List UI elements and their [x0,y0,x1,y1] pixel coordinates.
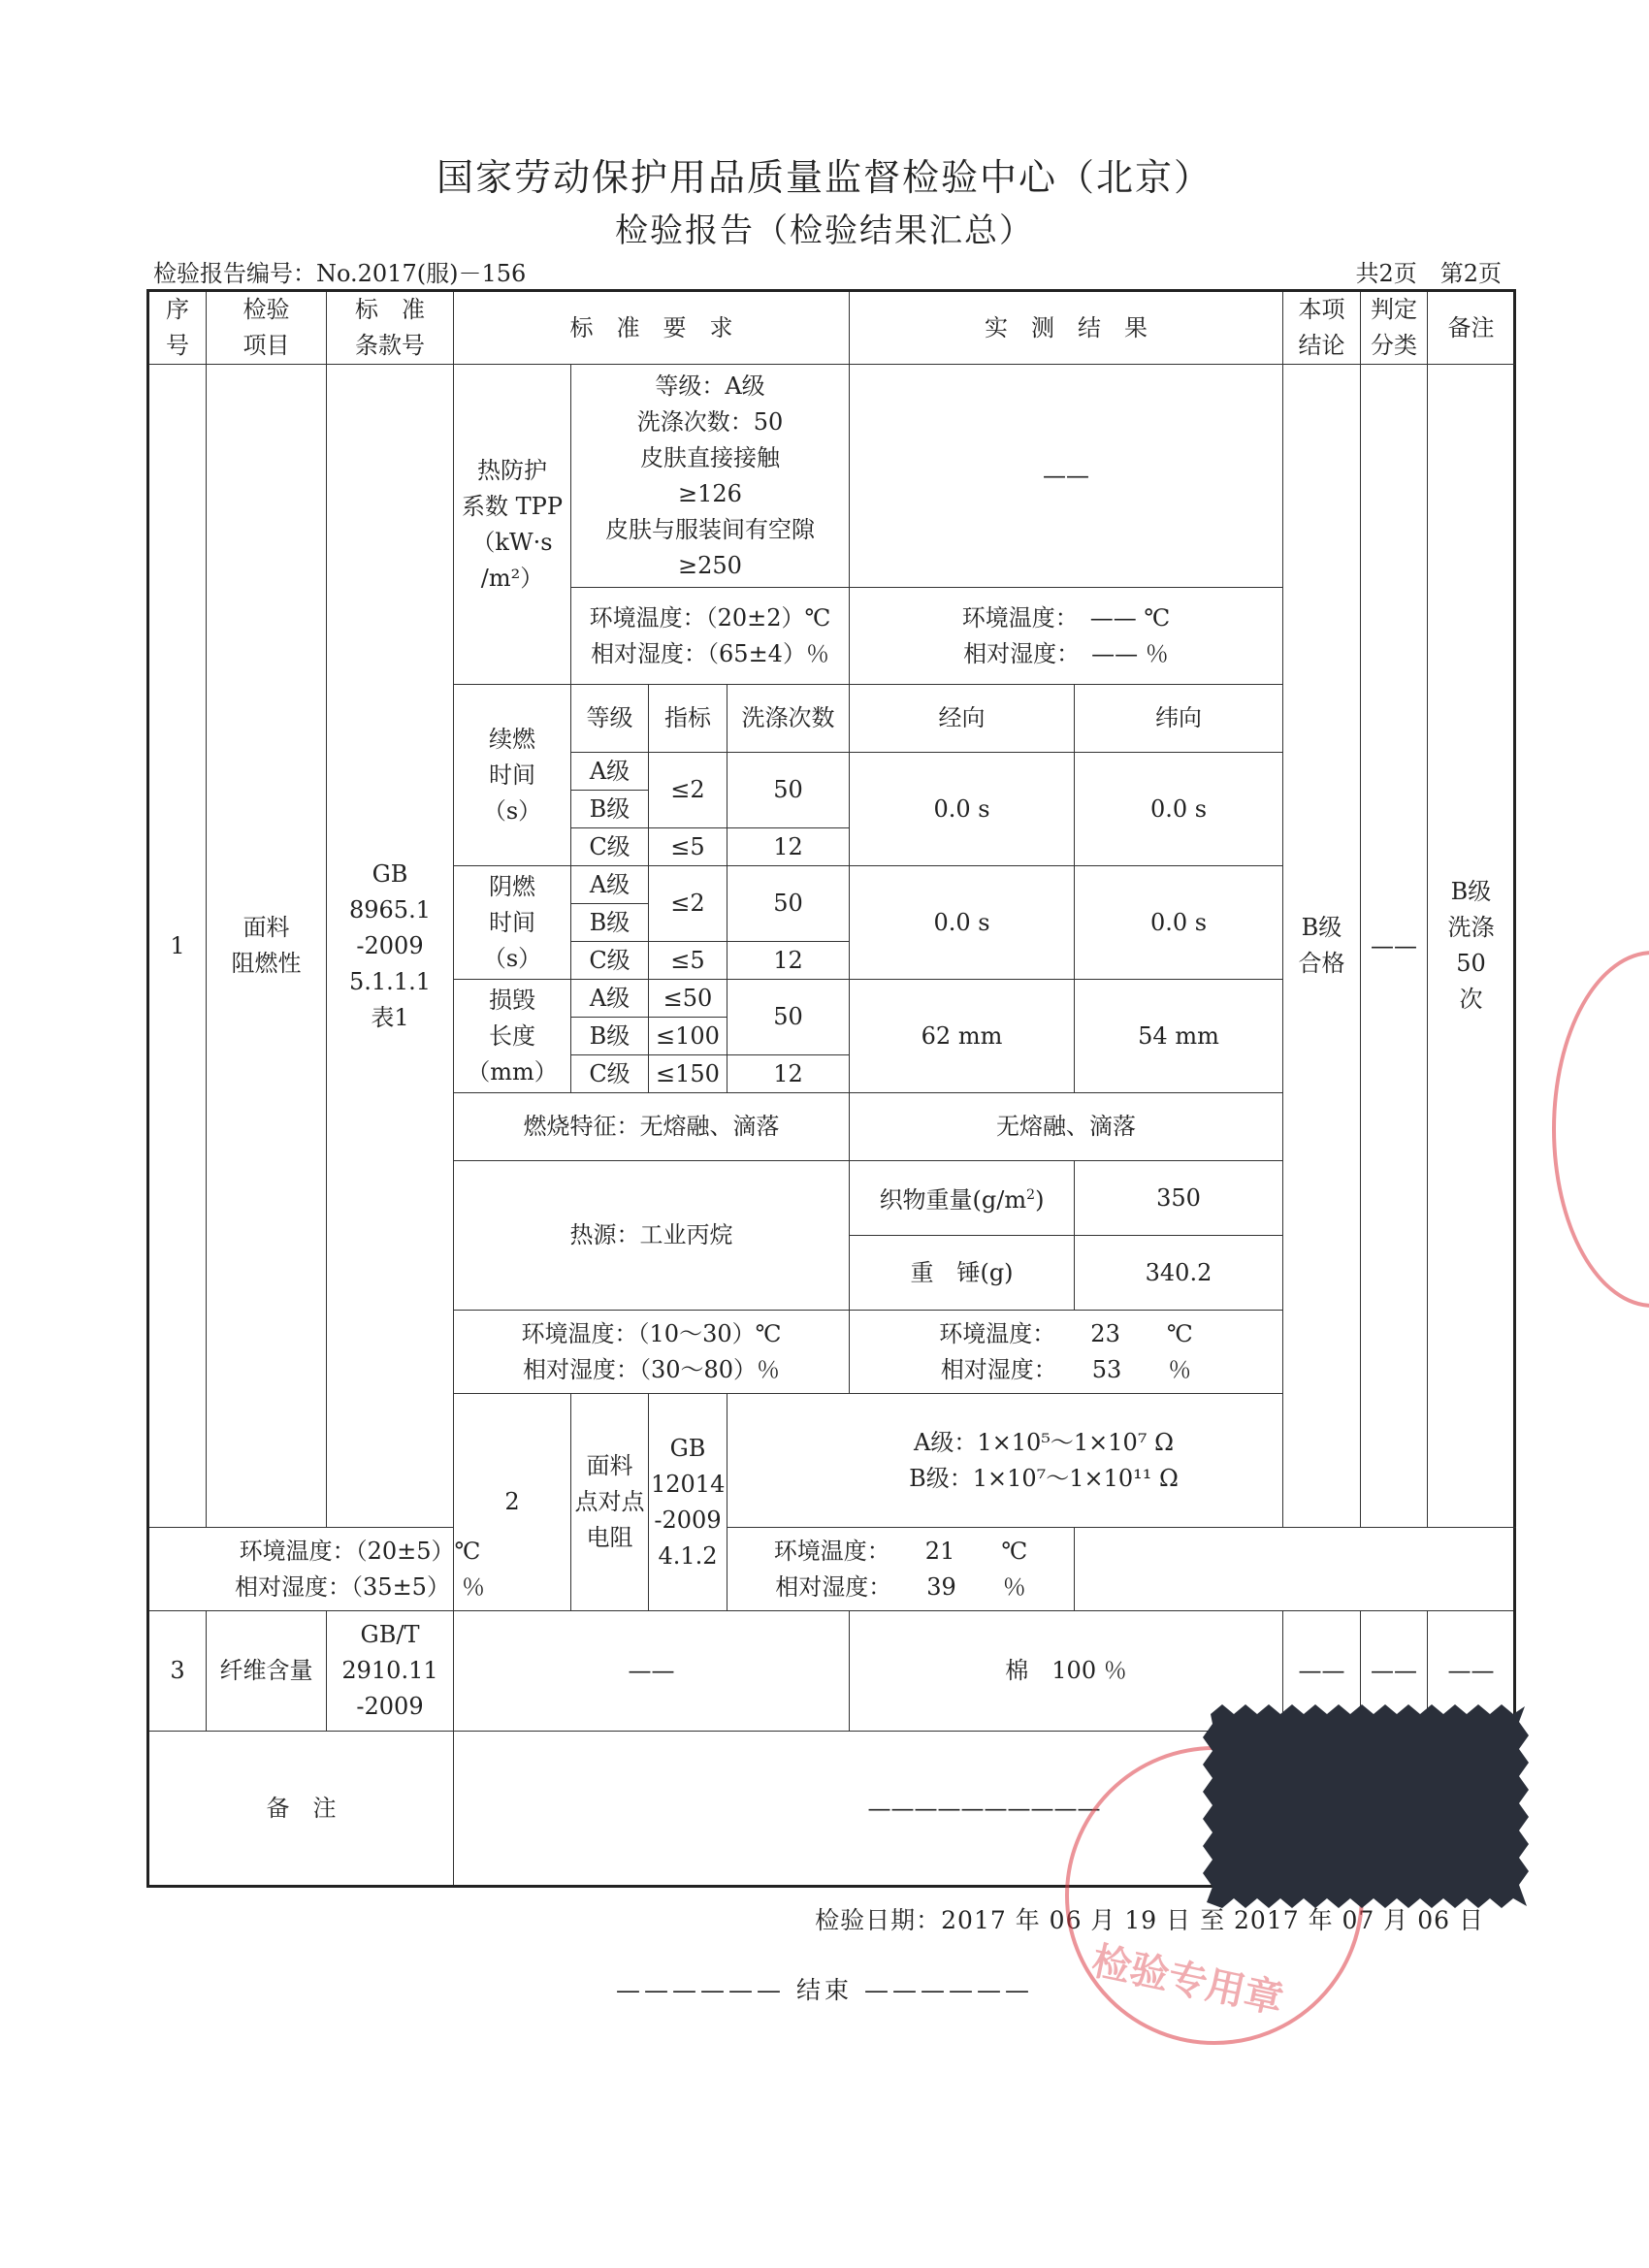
header-seq: 序 号 [148,291,207,365]
afterglow-warp: 0.0 s [850,866,1075,980]
fabric-weight-value: 350 [1075,1161,1283,1236]
header-remark: 备注 [1428,291,1515,365]
afterflame-grade: A级 [571,753,649,791]
table-row [148,1528,1515,1611]
afterflame-wash-ab: 50 [728,753,850,828]
notes-value: —————————— [454,1732,1515,1887]
heat-source: 热源：工业丙烷 [454,1161,850,1311]
damage-warp: 62 mm [850,980,1075,1093]
row1-clause: GB 8965.1 -2009 5.1.1.1 表1 [327,365,454,1528]
env-result: 环境温度： 23 ℃ 相对湿度： 53 ％ [850,1311,1283,1394]
damage-wash-c: 12 [728,1055,850,1093]
row2-requirement: A级：1×10⁵～1×10⁷ Ω B级：1×10⁷～1×10¹¹ Ω [728,1394,1361,1528]
afterglow-grade: A级 [571,866,649,904]
report-subtitle: 检验报告（检验结果汇总） [615,211,1034,250]
damage-grade: A级 [571,980,649,1018]
subheader-grade: 等级 [571,685,649,753]
row2-env-requirement: 环境温度：（20±5）℃ 相对湿度：（35±5） ％ [148,1528,571,1611]
row1-seq: 1 [148,365,207,1528]
afterflame-index-ab: ≤2 [649,753,728,828]
damage-grade: C级 [571,1055,649,1093]
page-count: 共2页 第2页 [1355,260,1502,287]
tpp-requirement: 等级：A级 洗涤次数：50 皮肤直接接触 ≥126 皮肤与服装间有空隙 ≥250 [571,365,850,588]
tpp-result: —— [850,365,1283,588]
seal-text: 检验专用章 [1087,1937,1288,2024]
row3-conclusion: —— [1283,1611,1361,1732]
afterglow-label: 阴燃 时间 （s） [454,866,571,980]
afterglow-wash-c: 12 [728,942,850,980]
notes-label: 备 注 [148,1732,454,1887]
row3-seq: 3 [148,1611,207,1732]
header-requirement: 标 准 要 求 [454,291,850,365]
partial-seal-stamp [1552,951,1649,1308]
hammer-label: 重 锤(g) [850,1236,1075,1311]
table-header-row [148,291,1515,365]
damage-label: 损毁 长度 （mm） [454,980,571,1093]
fabric-swatch-image [1201,1702,1531,1911]
env-requirement: 环境温度：（10～30）℃ 相对湿度：（30～80）％ [454,1311,850,1394]
afterflame-index-c: ≤5 [649,828,728,866]
row1-conclusion: B级 合格 [1283,365,1361,1528]
afterflame-wash-c: 12 [728,828,850,866]
subheader-weft: 纬向 [1075,685,1283,753]
results-table [146,289,1516,1888]
fabric-swatch-shape [1203,1704,1529,1908]
afterglow-index-ab: ≤2 [649,866,728,942]
afterglow-grade: B级 [571,904,649,942]
row3-item: 纤维含量 [207,1611,327,1732]
header-item: 检验 项目 [207,291,327,365]
damage-index: ≤50 [649,980,728,1018]
damage-weft: 54 mm [1075,980,1283,1093]
report-number: 检验报告编号：No.2017(服)－156 [153,260,527,287]
tpp-label: 热防护 系数 TPP （kW·s /m²） [454,365,571,685]
row1-class: —— [1361,365,1428,1528]
tpp-env-result: 环境温度： —— ℃ 相对湿度： —— ％ [850,588,1283,685]
afterflame-grade: B级 [571,791,649,828]
hammer-value: 340.2 [1075,1236,1283,1311]
afterglow-weft: 0.0 s [1075,866,1283,980]
damage-index: ≤150 [649,1055,728,1093]
afterflame-warp: 0.0 s [850,753,1075,866]
fabric-weight-label: 织物重量$(g/m^2)$ [850,1161,1075,1236]
afterflame-weft: 0.0 s [1075,753,1283,866]
afterglow-wash-ab: 50 [728,866,850,942]
subheader-warp: 经向 [850,685,1075,753]
afterglow-grade: C级 [571,942,649,980]
row2-env-result: 环境温度： 21 ℃ 相对湿度： 39 ％ [728,1528,1075,1611]
burn-requirement: 燃烧特征：无熔融、滴落 [454,1093,850,1161]
row3-result: 棉 100 ％ [850,1611,1283,1732]
tpp-env-requirement: 环境温度：（20±2）℃ 相对湿度：（65±4）％ [571,588,850,685]
report-title: 国家劳动保护用品质量监督检验中心（北京） [436,156,1212,199]
header-conclusion: 本项 结论 [1283,291,1361,365]
row1-remark: B级 洗涤 50 次 [1428,365,1515,1528]
afterglow-index-c: ≤5 [649,942,728,980]
row3-class: —— [1361,1611,1428,1732]
row3-requirement: —— [454,1611,850,1732]
inspection-date: 检验日期：2017 年 06 月 19 日 至 2017 年 07 月 06 日 [815,1906,1484,1934]
row3-remark: —— [1428,1611,1515,1732]
end-marker: —————— 结束 —————— [616,1976,1033,2004]
subheader-wash: 洗涤次数 [728,685,850,753]
row3-clause: GB/T 2910.11 -2009 [327,1611,454,1732]
burn-result: 无熔融、滴落 [850,1093,1283,1161]
table-row [148,365,1515,588]
subheader-index: 指标 [649,685,728,753]
row2-item: 面料 点对点 电阻 [571,1394,649,1611]
damage-wash-ab: 50 [728,980,850,1055]
row2-seq: 2 [454,1394,571,1611]
header-result: 实 测 结 果 [850,291,1283,365]
damage-grade: B级 [571,1018,649,1055]
row2-clause: GB 12014 -2009 4.1.2 [649,1394,728,1611]
damage-index: ≤100 [649,1018,728,1055]
afterflame-grade: C级 [571,828,649,866]
row1-item: 面料 阻燃性 [207,365,327,1528]
header-clause: 标 准 条款号 [327,291,454,365]
header-class: 判定 分类 [1361,291,1428,365]
afterflame-label: 续燃 时间 （s） [454,685,571,866]
